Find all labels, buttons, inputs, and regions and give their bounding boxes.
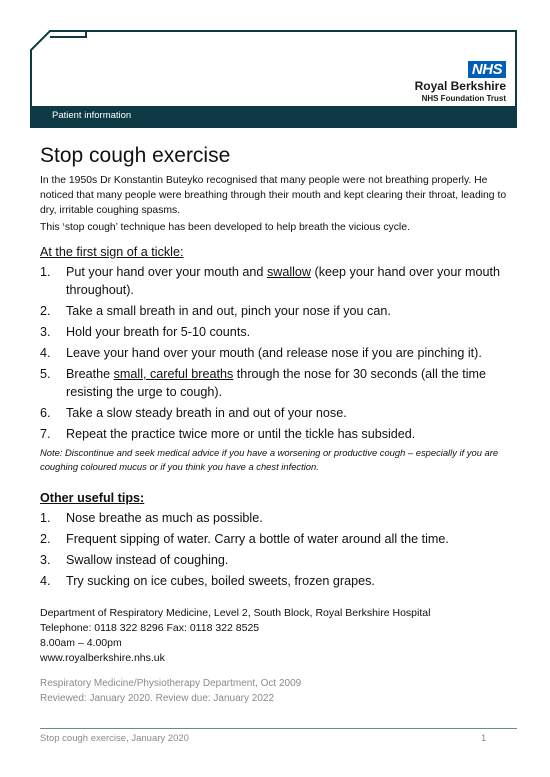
tip-number: 2. — [40, 532, 51, 546]
tips-list — [40, 509, 520, 590]
footer-title: Stop cough exercise, January 2020 — [40, 733, 189, 744]
tip-item — [40, 509, 520, 527]
step-item — [40, 425, 520, 443]
tip-item — [40, 551, 520, 569]
website-link[interactable]: www.royalberkshire.nhs.uk — [40, 652, 165, 664]
step-text: Take a slow steady breath in and out of your nose. — [66, 406, 347, 420]
nhs-logo: NHS — [468, 61, 506, 78]
tips-heading: Other useful tips: — [40, 491, 145, 505]
footer-divider — [40, 728, 517, 729]
step-number: 5. — [40, 367, 51, 381]
step-text: Repeat the practice twice more or until the tickle has subsided. — [66, 427, 416, 441]
step-number: 2. — [40, 304, 51, 318]
step-text: Leave your hand over your mouth (and release nose if you are pinching it). — [66, 346, 482, 360]
tip-text: Nose breathe as much as possible. — [66, 511, 263, 525]
step-number: 6. — [40, 406, 51, 420]
step-item — [40, 344, 520, 362]
header — [30, 30, 517, 128]
step-item — [40, 365, 520, 401]
trust-name — [415, 80, 506, 104]
step-item — [40, 302, 520, 320]
tip-number: 3. — [40, 553, 51, 567]
page-title: Stop cough exercise — [40, 144, 231, 167]
step-item — [40, 404, 520, 422]
page-number: 1 — [481, 733, 487, 744]
patient-information-label: Patient information — [52, 110, 132, 121]
step-text-underlined: small, careful breaths — [113, 367, 234, 381]
step-text: (keep your hand over your mouth throughout). — [66, 265, 501, 297]
tip-number: 4. — [40, 574, 51, 588]
step-text-underlined: swallow — [266, 265, 312, 279]
intro — [40, 173, 520, 235]
opening-hours: 8.00am – 4.00pm — [40, 637, 122, 649]
step-number: 7. — [40, 427, 51, 441]
medical-note: Note: Discontinue and seek medical advice if you have a worsening or productive cough – especially if you are coughing coloured mucus or if you think you have a chest infection. — [40, 447, 499, 472]
review-dates: Reviewed: January 2020. Review due: January 2022 — [40, 693, 275, 704]
step-number: 4. — [40, 346, 51, 360]
contact-block — [40, 606, 520, 666]
step-text: Hold your breath for 5-10 counts. — [66, 325, 251, 339]
main-content — [40, 173, 520, 706]
step-number: 3. — [40, 325, 51, 339]
tip-item — [40, 530, 520, 548]
tip-text: Swallow instead of coughing. — [66, 553, 229, 567]
trust-name-line1: Royal Berkshire — [414, 79, 506, 93]
tip-text: Frequent sipping of water. Carry a bottle of water around all the time. — [66, 532, 449, 546]
step-item — [40, 263, 520, 299]
department-info — [40, 676, 520, 706]
tip-item — [40, 572, 520, 590]
step-text: Breathe — [66, 367, 114, 381]
steps-list — [40, 263, 520, 443]
trust-name-line2: NHS Foundation Trust — [421, 94, 506, 103]
intro-paragraph: In the 1950s Dr Konstantin Buteyko recognised that many people were not breathing properly. He noticed that many people were breathing through their mouth and kept clearing their throat, leading to dry, irritable coughing spasms. — [40, 175, 507, 216]
department-date: Respiratory Medicine/Physiotherapy Department, Oct 2009 — [40, 678, 302, 689]
department-address: Department of Respiratory Medicine, Level 2, South Block, Royal Berkshire Hospital — [40, 607, 431, 619]
step-text: Take a small breath in and out, pinch your nose if you can. — [66, 304, 391, 318]
intro-paragraph: This ‘stop cough’ technique has been developed to help breath the vicious cycle. — [40, 222, 410, 233]
step-number: 1. — [40, 265, 51, 279]
steps-heading: At the first sign of a tickle: — [40, 245, 184, 259]
tip-number: 1. — [40, 511, 51, 525]
tip-text: Try sucking on ice cubes, boiled sweets, frozen grapes. — [66, 574, 375, 588]
step-text: through the nose for 30 seconds (all the time resisting the urge to cough). — [66, 367, 487, 399]
phone-fax: Telephone: 0118 322 8296 Fax: 0118 322 8525 — [40, 622, 260, 634]
step-text: Put your hand over your mouth and — [66, 265, 267, 279]
step-item — [40, 323, 520, 341]
